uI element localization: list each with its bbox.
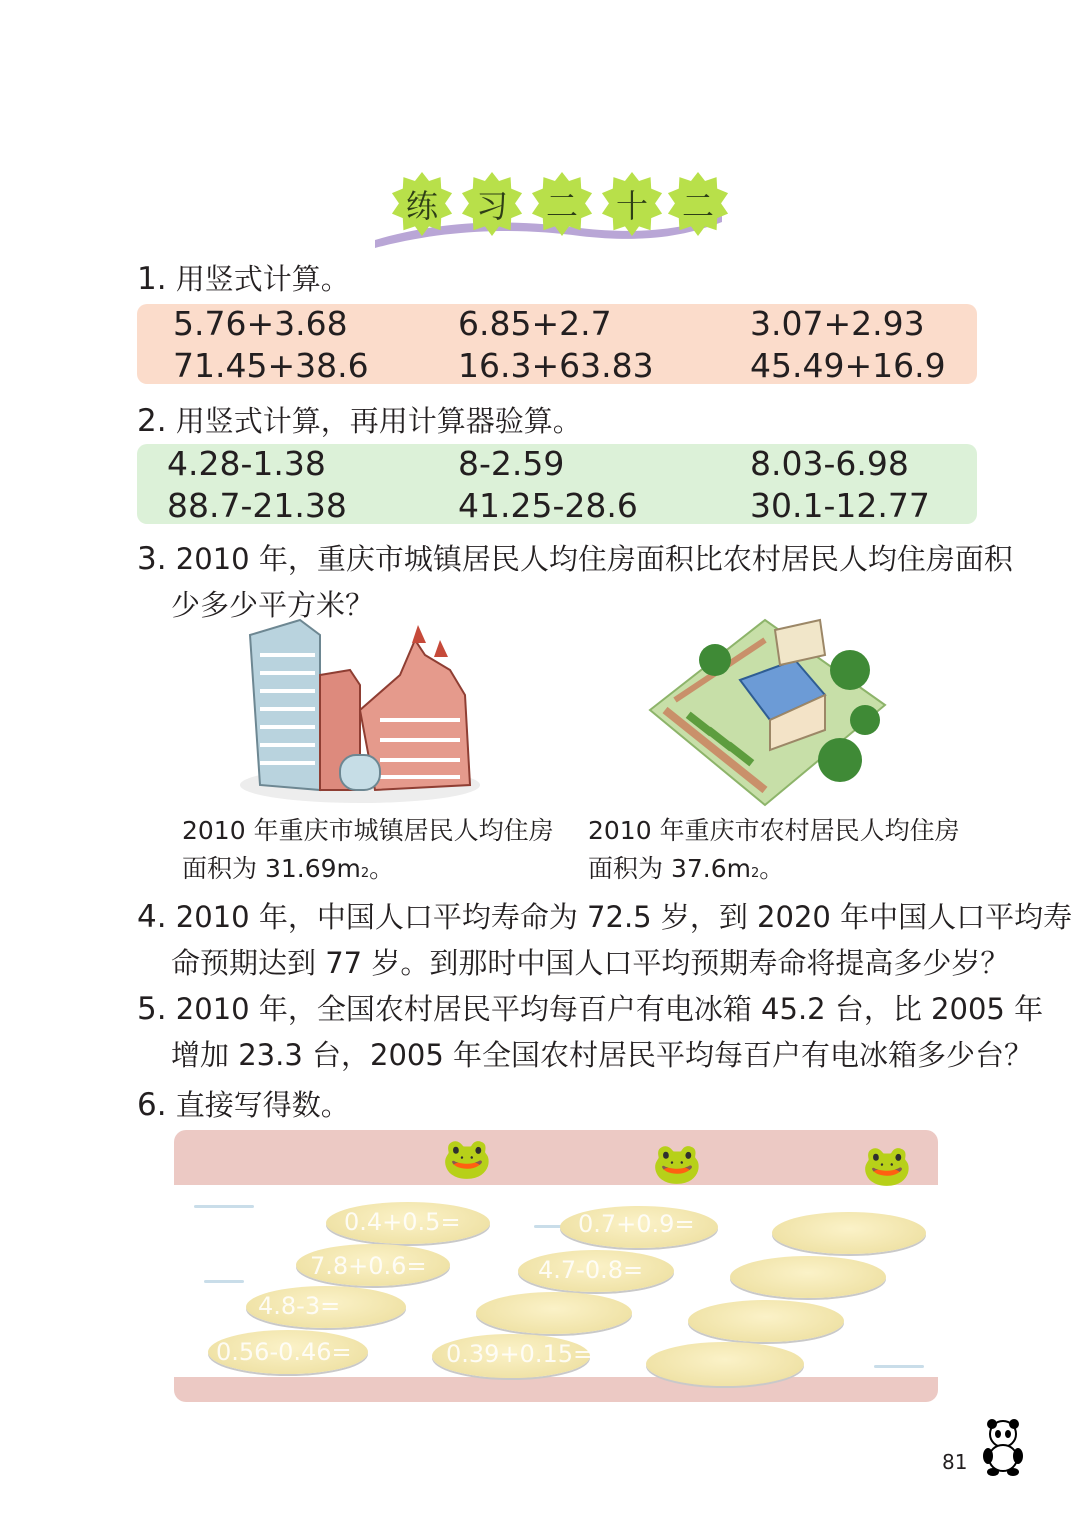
calc-item: 71.45+38.6	[173, 346, 369, 385]
calc-item: 45.49+16.9	[750, 346, 946, 385]
question-text-line: 增加 23.3 台，2005 年全国农村居民平均每百户有电冰箱多少台？	[171, 1038, 1034, 1072]
frog-icon: 🐸	[652, 1141, 702, 1187]
stone-expression: 0.7+0.9=	[578, 1210, 695, 1238]
question-text-line: 少多少平方米？	[171, 588, 375, 622]
title-char: 二	[545, 187, 578, 225]
stepping-stone	[646, 1342, 804, 1386]
question-number: 2.	[137, 403, 167, 439]
stone-expression: 7.8+0.6=	[310, 1252, 427, 1280]
calc-item: 8-2.59	[458, 444, 565, 483]
caption-period: 。	[369, 854, 395, 883]
water-ripple	[194, 1205, 254, 1208]
calc-item: 8.03-6.98	[750, 444, 909, 483]
stone-expression: 0.39+0.15=	[446, 1340, 594, 1368]
question-2	[137, 398, 582, 444]
stone-expression: 4.8-3=	[258, 1292, 341, 1320]
stepping-stone	[730, 1256, 886, 1298]
caption-line: 2010 年重庆市农村居民人均住房	[588, 816, 960, 845]
title-char: 二	[681, 187, 714, 225]
question-number: 3.	[137, 541, 167, 577]
question-number: 5.	[137, 991, 167, 1027]
question-text: 用竖式计算，再用计算器验算。	[175, 404, 582, 438]
q2-calc-box	[137, 444, 977, 524]
rural-house-illustration	[645, 600, 890, 810]
river-stepping-stones	[174, 1130, 938, 1402]
caption-line: 2010 年重庆市城镇居民人均住房	[182, 816, 554, 845]
calc-item: 16.3+63.83	[458, 346, 654, 385]
title-char: 练	[405, 187, 438, 225]
q1-calc-box	[137, 304, 977, 384]
calc-item: 88.7-21.38	[167, 486, 347, 525]
frog-icon: 🐸	[862, 1143, 912, 1189]
question-text: 直接写得数。	[175, 1088, 350, 1122]
calc-item: 30.1-12.77	[750, 486, 930, 525]
caption-line: 面积为 37.6m	[588, 854, 751, 883]
stone-expression: 4.7-0.8=	[538, 1256, 644, 1284]
question-text-line: 2010 年，全国农村居民平均每百户有电冰箱 45.2 台，比 2005 年	[175, 992, 1044, 1026]
page-number: 81	[942, 1450, 968, 1474]
calc-item: 5.76+3.68	[173, 304, 348, 343]
caption-period: 。	[759, 854, 785, 883]
stone-expression: 0.56-0.46=	[216, 1338, 352, 1366]
calc-item: 41.25-28.6	[458, 486, 638, 525]
question-text-line: 命预期达到 77 岁。到那时中国人口平均预期寿命将提高多少岁？	[171, 946, 1010, 980]
water-ripple	[204, 1280, 244, 1283]
caption-line: 面积为 31.69m	[182, 854, 361, 883]
stepping-stone	[688, 1300, 844, 1342]
unit-superscript: 2	[750, 866, 760, 881]
calc-item: 4.28-1.38	[167, 444, 326, 483]
page-title	[360, 160, 740, 260]
water-ripple	[874, 1365, 924, 1368]
unit-superscript: 2	[360, 866, 370, 881]
caption-rural	[588, 812, 960, 893]
question-text: 用竖式计算。	[175, 262, 350, 296]
frog-icon: 🐸	[442, 1136, 492, 1182]
question-number: 6.	[137, 1087, 167, 1123]
question-number: 1.	[137, 261, 167, 297]
panda-icon	[978, 1418, 1028, 1478]
question-text-line: 2010 年，重庆市城镇居民人均住房面积比农村居民人均住房面积	[175, 542, 1013, 576]
title-char: 十	[615, 187, 648, 225]
question-text-line: 2010 年，中国人口平均寿命为 72.5 岁，到 2020 年中国人口平均寿	[175, 900, 1073, 934]
title-char: 习	[475, 187, 508, 225]
stepping-stone	[476, 1292, 632, 1334]
question-4	[137, 894, 1077, 986]
caption-urban	[182, 812, 554, 893]
calc-item: 3.07+2.93	[750, 304, 925, 343]
question-1	[137, 256, 350, 302]
question-number: 4.	[137, 899, 167, 935]
stone-expression: 0.4+0.5=	[344, 1208, 461, 1236]
city-buildings-illustration	[240, 615, 490, 805]
question-6	[137, 1082, 350, 1128]
stepping-stone	[772, 1212, 926, 1254]
question-5	[137, 986, 1077, 1078]
calc-item: 6.85+2.7	[458, 304, 612, 343]
